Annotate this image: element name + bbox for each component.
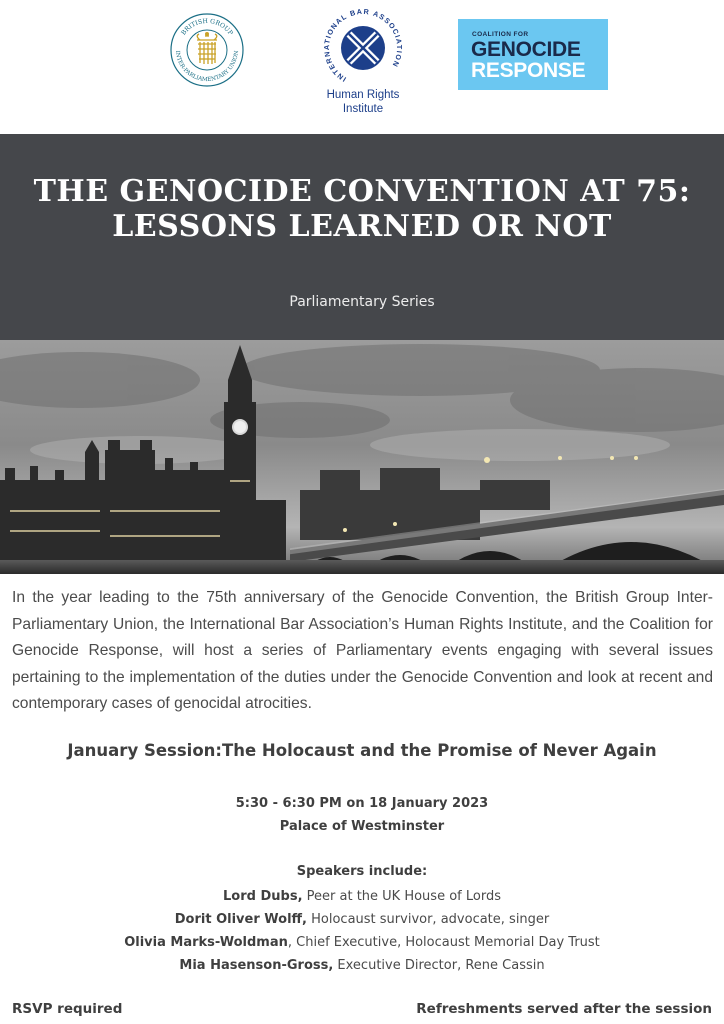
speaker-item xyxy=(0,931,724,954)
speakers-list xyxy=(0,885,724,977)
session-time: 5:30 - 6:30 PM on 18 January 2023 xyxy=(235,796,489,811)
page-title: THE GENOCIDE CONVENTION AT 75: LESSONS LEARNED OR NOT xyxy=(33,174,691,244)
rsvp-note: RSVP required xyxy=(12,1001,123,1017)
svg-text:BRITISH GROUP: BRITISH GROUP xyxy=(180,17,234,37)
portcullis-icon xyxy=(169,12,245,88)
speaker-role: Peer at the UK House of Lords xyxy=(302,889,501,904)
speaker-name: Dorit Oliver Wolff, xyxy=(174,912,307,927)
refreshments-note: Refreshments served after the session xyxy=(416,1001,712,1017)
cgr-logo xyxy=(458,19,608,90)
logo-band xyxy=(0,0,724,134)
cgr-logo-line2: RESPONSE xyxy=(471,59,586,82)
bgipu-logo xyxy=(169,12,245,88)
iba-cross-icon xyxy=(318,8,408,88)
westminster-photo xyxy=(0,340,724,574)
cgr-logo-small-text: COALITION FOR xyxy=(472,31,529,38)
speaker-item xyxy=(0,954,724,977)
iba-logo xyxy=(318,8,408,120)
cgr-logo-line1: GENOCIDE xyxy=(471,38,581,61)
svg-text:INTERNATIONAL BAR ASSOCIATION: INTERNATIONAL BAR ASSOCIATION xyxy=(321,8,405,84)
session-title: January Session:The Holocaust and the Promise of Never Again xyxy=(67,741,657,760)
intro-paragraph: In the year leading to the 75th anniversary of the Genocide Convention, the British Group Inter-Parliamentary Union, the International Bar Association’s Human Rights Institute, and the Coalition for Genocide Response, will host a series of Parliamentary events engaging with several issues pertaining to the implementation of the duties under the Genocide Convention and look at recent and contemporary cases of genocidal atrocities. xyxy=(12,589,713,712)
speaker-name: Olivia Marks-Woldman xyxy=(124,935,288,950)
title-band xyxy=(0,134,724,340)
westminster-skyline-image xyxy=(0,340,724,574)
speaker-role: , Chief Executive, Holocaust Memorial Day Trust xyxy=(287,935,600,950)
svg-text:INTER-PARLIAMENTARY UNION: INTER-PARLIAMENTARY UNION xyxy=(173,50,241,84)
iba-caption: Human Rights Institute xyxy=(326,89,400,115)
speaker-role: Holocaust survivor, advocate, singer xyxy=(307,912,550,927)
speaker-item xyxy=(0,885,724,908)
session-venue: Palace of Westminster xyxy=(279,819,445,834)
speaker-role: Executive Director, Rene Cassin xyxy=(333,958,545,973)
speakers-heading: Speakers include: xyxy=(296,864,428,879)
speaker-item xyxy=(0,908,724,931)
speaker-name: Mia Hasenson-Gross, xyxy=(179,958,334,973)
speaker-name: Lord Dubs, xyxy=(223,889,303,904)
series-label: Parliamentary Series xyxy=(289,294,435,310)
